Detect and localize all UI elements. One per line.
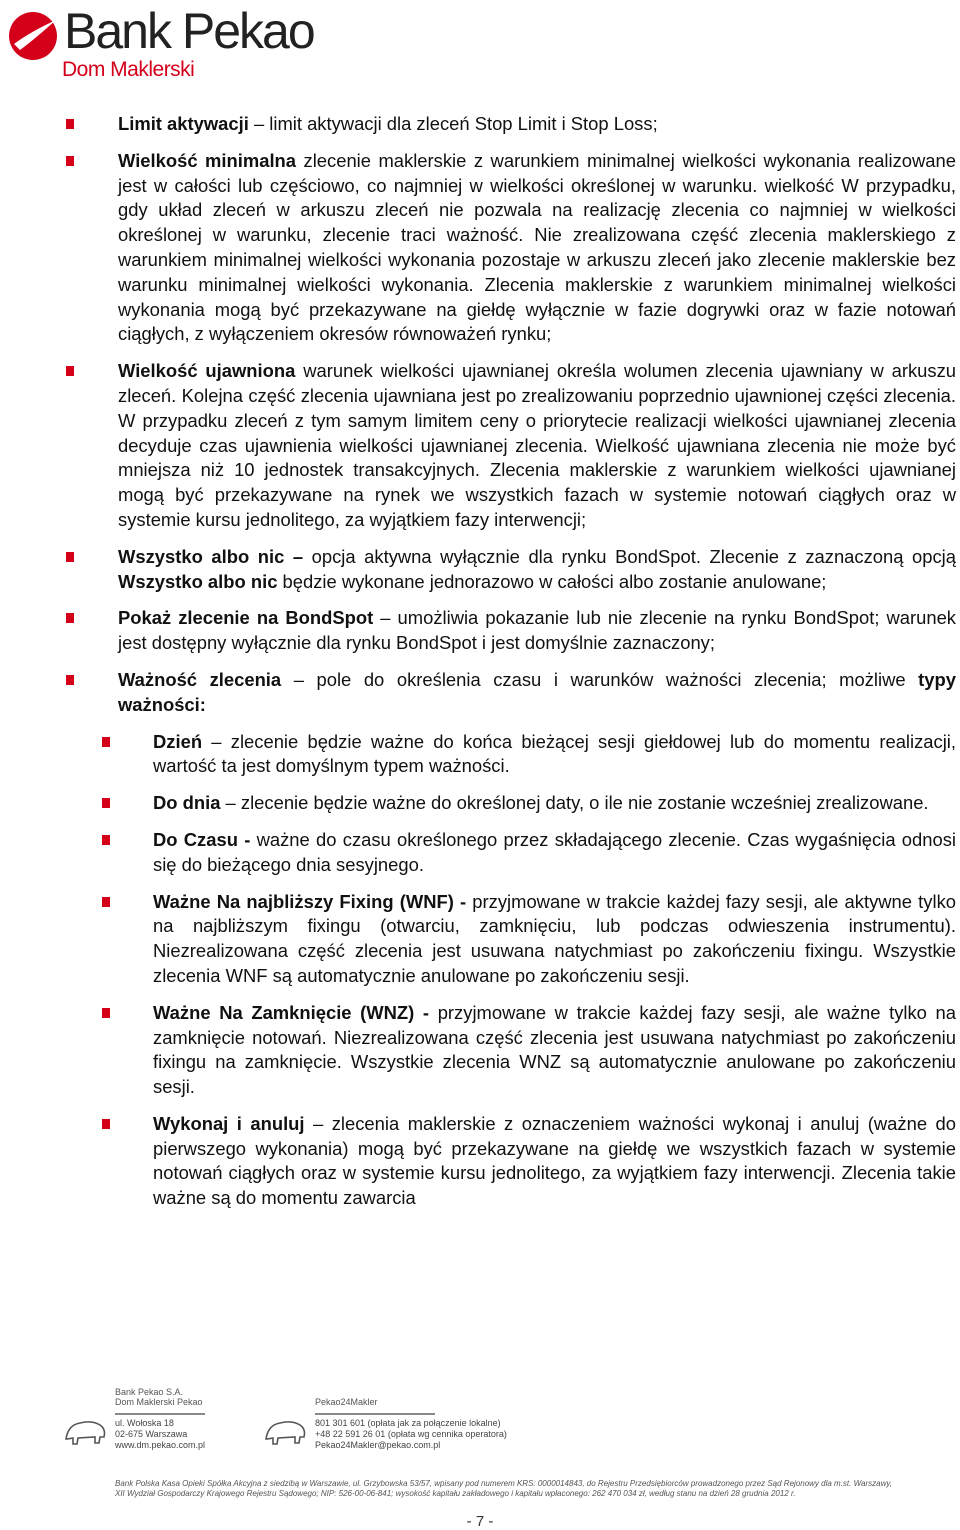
list-item bbox=[66, 606, 956, 656]
item-definition: zlecenie maklerskie z warunkiem minimalnej wielkości wykonania realizowane jest w całości lub częściowo, co najmniej w wielkości określonej w warunku. wielkość W przypadku, gdy układ zleceń w arkuszu zleceń nie pozwala na realizację zlecenia co najmniej w wielkości określonej w warunku, zlecenie traci ważność. Nie zrealizowana część zlecenia maklerskiego z warunkiem minimalnej wielkości wykonania pozostaje w arkuszu zleceń jako zlecenie maklerskie bez warunku minimalnej wielkości wykonania. Zlecenia maklerskie z warunkiem minimalnej wielkości wykonania mogą być przekazywane na giełdę wyłącznie w fazie dogrywki oraz w fazie notowań ciągłych, z wyłączeniem okresów równoważeń rynku; bbox=[118, 149, 956, 345]
list-item bbox=[66, 668, 956, 718]
page-footer bbox=[0, 1385, 960, 1530]
bullet-icon bbox=[66, 119, 74, 129]
list-item bbox=[66, 149, 956, 347]
page-number: - 7 - bbox=[466, 1513, 494, 1530]
sub-list-item bbox=[101, 890, 956, 989]
item-definition: warunek wielkości ujawnianej określa wolumen zlecenia ujawniany w arkuszu zleceń. Kolejna część zlecenia ujawniana jest po zrealizowaniu poprzednio ujawnionej części zlecenia. W przypadku zleceń z tym samym limitem ceny o priorytecie realizacji wielkości ujawnianej zlecenia decyduje czas ujawnienia wielkości ujawnianej zlecenia. Wielkość ujawniana zlecenia nie może być mniejsza niż 10 jednostek transakcyjnych. Zlecenia maklerskie z warunkiem wielkości ujawnianej mogą być przekazywane na rynek we wszystkich fazach w systemie notowań ciągłych oraz w systemie kursu jednolitego, za wyjątkiem fazy interwencji; bbox=[118, 360, 956, 530]
bison-icon bbox=[262, 1417, 308, 1447]
item-definition: – zlecenie będzie ważne do określonej daty, o ile nie zostanie wcześniej zrealizowane. bbox=[220, 792, 929, 814]
bullet-icon bbox=[66, 613, 74, 623]
footer-company-label: Bank Pekao S.A. Dom Maklerski Pekao bbox=[115, 1387, 203, 1407]
bullet-icon bbox=[66, 552, 74, 562]
item-definition-rest: będzie wykonane jednorazowo w całości albo zostanie anulowane; bbox=[277, 570, 827, 592]
bullet-icon bbox=[102, 1008, 110, 1018]
bullet-icon bbox=[102, 798, 110, 808]
item-term: Wielkość ujawniona bbox=[118, 360, 296, 382]
item-term: Ważność zlecenia bbox=[118, 668, 282, 690]
sub-list-item bbox=[101, 791, 956, 816]
item-term: Do dnia bbox=[153, 792, 221, 814]
list-item bbox=[66, 112, 956, 137]
item-definition: ważne do czasu określonego przez składającego zlecenie. Czas wygaśnięcia odnosi się do bieżącego dnia sesyjnego. bbox=[153, 828, 956, 875]
item-definition: przyjmowane w trakcie każdej fazy sesji, ale aktywne tylko na najbliższym fixingu (otwarciu, zamknięciu, lub podczas odwieszenia instrumentu). Niezrealizowana część zlecenia jest usuwana natychmiast po zakończeniu fixingu. Wszystkie zlecenia WNF są automatycznie anulowane po zakończeniu sesji. bbox=[153, 890, 956, 986]
bullet-icon bbox=[66, 366, 74, 376]
item-definition: – pole do określenia czasu i warunków ważności zlecenia; możliwe bbox=[281, 668, 919, 690]
bullet-icon bbox=[102, 897, 110, 907]
sub-list-item bbox=[101, 1001, 956, 1100]
sub-list-item bbox=[101, 1112, 956, 1211]
footer-divider bbox=[115, 1413, 205, 1415]
sub-list-item bbox=[101, 730, 956, 780]
footer-address: ul. Wołoska 18 02-675 Warszawa www.dm.pekao.com.pl bbox=[115, 1418, 206, 1450]
item-term: Wykonaj i anuluj bbox=[153, 1112, 305, 1134]
footer-contact: 801 301 601 (opłata jak za połączenie lokalne) +48 22 591 26 01 (opłata wg cennika operatora) Pekao24Makler@pekao.com.pl bbox=[315, 1418, 507, 1450]
item-term-inline: Wszystko albo nic bbox=[118, 570, 278, 592]
item-definition: opcja aktywna wyłącznie dla rynku BondSpot. Zlecenie z zaznaczoną opcją bbox=[303, 545, 956, 567]
item-definition: – zlecenie będzie ważne do końca bieżącej sesji giełdowej lub do momentu realizacji, wartość ta jest domyślnym typem ważności. bbox=[153, 730, 956, 777]
bank-pekao-logo-icon bbox=[6, 10, 62, 62]
item-term: Wszystko albo nic – bbox=[118, 545, 304, 567]
bullet-icon bbox=[102, 1119, 110, 1129]
item-term: Wielkość minimalna bbox=[118, 149, 297, 171]
footer-service-label: Pekao24Makler bbox=[315, 1397, 378, 1407]
bison-icon bbox=[62, 1417, 108, 1447]
sub-list-item bbox=[101, 828, 956, 878]
item-term: Do Czasu - bbox=[153, 828, 251, 850]
item-definition: przyjmowane w trakcie każdej fazy sesji, ale ważne tylko na zamknięcie notowań. Niezrealizowana część zlecenia jest usuwana natychmiast po zakończeniu fixingu na zamknięcie. Wszystkie zlecenia WNZ są automatycznie anulowane po zakończeniu sesji. bbox=[153, 1001, 956, 1098]
list-item bbox=[66, 545, 956, 595]
item-term: Limit aktywacji bbox=[118, 113, 249, 134]
bullet-icon bbox=[66, 675, 74, 685]
item-term: Dzień bbox=[153, 730, 203, 752]
bullet-icon bbox=[66, 156, 74, 166]
document-body bbox=[66, 112, 956, 1223]
item-term: Ważne Na najbliższy Fixing (WNF) - bbox=[153, 890, 467, 912]
sub-brand-name: Dom Maklerski bbox=[62, 58, 195, 81]
footer-legal-notice: Bank Polska Kasa Opieki Spółka Akcyjna z siedzibą w Warszawie, ul. Grzybowska 53/57, wpisany pod numerem KRS: 0000014843, do Rejestru Przedsiębiorców prowadzonego przez Sąd Rejonowy dla m.st. Warszawy, XII Wydział Gospodarczy Krajowego Rejestru Sądowego; NIP: 526-00-06-841; wysokość kapitału zakładowego i kapitału wpłaconego: 262 470 034 zł, według stanu na dzień 28 grudnia 2012 r. bbox=[115, 1479, 892, 1498]
list-item bbox=[66, 359, 956, 533]
brand-name: Bank Pekao bbox=[64, 3, 314, 59]
item-definition: – zlecenia maklerskie z oznaczeniem ważności wykonaj i anuluj (ważne do pierwszego wykonania) mogą być przekazywane na giełdę we wszystkich fazach w systemie notowań ciągłych oraz w systemie kursu jednolitego, za wyjątkiem fazy interwencji. Zlecenia takie ważne są do momentu zawarcia bbox=[153, 1112, 957, 1209]
footer-divider bbox=[315, 1413, 435, 1415]
bullet-icon bbox=[102, 737, 110, 747]
bullet-icon bbox=[102, 835, 110, 845]
item-term: Pokaż zlecenie na BondSpot bbox=[118, 607, 374, 629]
item-definition: – limit aktywacji dla zleceń Stop Limit i Stop Loss; bbox=[248, 113, 658, 134]
item-term: Ważne Na Zamknięcie (WNZ) - bbox=[153, 1001, 430, 1023]
item-term-inline: typy ważności: bbox=[118, 668, 956, 715]
item-definition: – umożliwia pokazanie lub nie zlecenie na rynku BondSpot; warunek jest dostępny wyłącznie dla rynku BondSpot i jest domyślnie zaznaczony; bbox=[118, 607, 957, 654]
bank-pekao-logo bbox=[6, 3, 326, 82]
